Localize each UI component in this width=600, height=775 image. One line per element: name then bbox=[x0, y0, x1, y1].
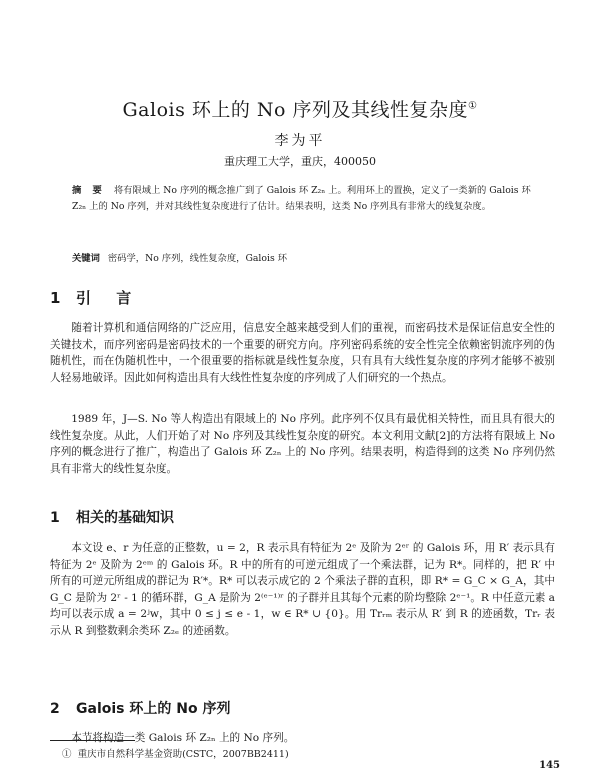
footnote-mark: ① bbox=[62, 749, 72, 760]
author-affiliation: 重庆理工大学，重庆，400050 bbox=[224, 155, 376, 168]
abstract-block bbox=[72, 183, 532, 215]
page-number: 145 bbox=[539, 760, 560, 771]
keywords-label: 关键词 bbox=[72, 253, 100, 264]
section-title: Galois 环上的 No 序列 bbox=[76, 701, 231, 717]
paragraph-text: 本文设 e、r 为任意的正整数，u = 2，R 表示具有特征为 2ᵉ 及阶为 2ᵉʳ 的 Galois 环，用 R′ 表示具有特征为 2ᵉ 及阶为 2ᵉᵐ 的 Galois 环。R 中的所有的可逆元组成了一个乘法群，记为 R*。同样的，把 R′ 中所有的可逆元所组成的群记为 R′*。R* 可以表示成它的 2 个乘法子群的直积，即 R* = G_C × G_A，其中 G_C 是阶为 2ʳ - 1 的循环群，G_A 是阶为 2⁽ᵉ⁻¹⁾ʳ 的子群并且其每个元素的阶均整除 2ᵉ⁻¹。R 中任意元素 a 均可以表示成 a = 2ʲw，其中 0 ≤ j ≤ e - 1，w ∈ R* ∪ {0}。用 Trᵣₘ 表示从 R′ 到 R 的迹函数，Trᵣ 表示从 R 到整数剩余类环 Z₂ₑ 的迹函数。 bbox=[50, 542, 555, 637]
section-title: 引 言 bbox=[76, 289, 142, 307]
section-number: 1 bbox=[50, 510, 60, 526]
section-number: 1 bbox=[50, 289, 71, 307]
no-sequence-paragraph bbox=[50, 730, 555, 747]
basics-paragraph bbox=[50, 540, 555, 640]
section-heading-basics bbox=[50, 507, 174, 527]
paragraph-text: 本节将构造一类 Galois 环 Z₂ₙ 上的 No 序列。 bbox=[71, 732, 295, 744]
keywords-text: 密码学，No 序列，线性复杂度，Galois 环 bbox=[107, 253, 287, 264]
paper-title bbox=[0, 95, 600, 122]
footnote bbox=[62, 746, 289, 760]
keywords-block bbox=[72, 251, 532, 267]
section-title: 相关的基础知识 bbox=[76, 510, 174, 526]
author-name: 李为平 bbox=[274, 133, 326, 149]
footnote-divider bbox=[50, 740, 135, 741]
title-footnote-mark: ① bbox=[468, 100, 478, 112]
paragraph-text: 随着计算机和通信网络的广泛应用，信息安全越来越受到人们的重视，而密码技术是保证信息安全性的关键技术，而序列密码是密码技术的一个重要的研究方向。序列密码系统的安全性完全依赖密钥流序列的伪随机性，而在伪随机性中，一个很重要的指标就是线性复杂度，只有具有大线性复杂度的序列才能够不被别人轻易地破译。因此如何构造出具有大线性性复杂度的序列成了人们研究的一个热点。 bbox=[50, 322, 555, 384]
abstract-label: 摘 要 bbox=[72, 185, 106, 196]
intro-paragraph-1 bbox=[50, 320, 555, 386]
intro-paragraph-2 bbox=[50, 411, 555, 477]
footnote-text: 重庆市自然科学基金资助(CSTC，2007BB2411) bbox=[77, 749, 289, 760]
section-heading-intro bbox=[50, 287, 141, 308]
section-heading-no-sequence bbox=[50, 698, 230, 718]
abstract-text: 将有限域上 No 序列的概念推广到了 Galois 环 Z₂ₙ 上。利用环上的置换，定义了一类新的 Galois 环 Z₂ₙ 上的 No 序列，并对其线性复杂度进行了估计。结果表明，这类 No 序列具有非常大的线复杂度。 bbox=[72, 185, 531, 212]
paper-title-text: Galois 环上的 No 序列及其线性复杂度 bbox=[122, 99, 469, 121]
paragraph-text: 1989 年，J—S. No 等人构造出有限域上的 No 序列。此序列不仅具有最优相关特性，而且具有很大的线性复杂度。从此，人们开始了对 No 序列及其线性复杂度的研究。本文利用文献[2]的方法将有限域上 No 序列的概念进行了推广，构造出了 Galois 环 Z₂ₙ 上的 No 序列。结果表明，构造得到的这类 No 序列仍然具有非常大的线性复杂度。 bbox=[50, 413, 555, 475]
section-number: 2 bbox=[50, 701, 60, 717]
